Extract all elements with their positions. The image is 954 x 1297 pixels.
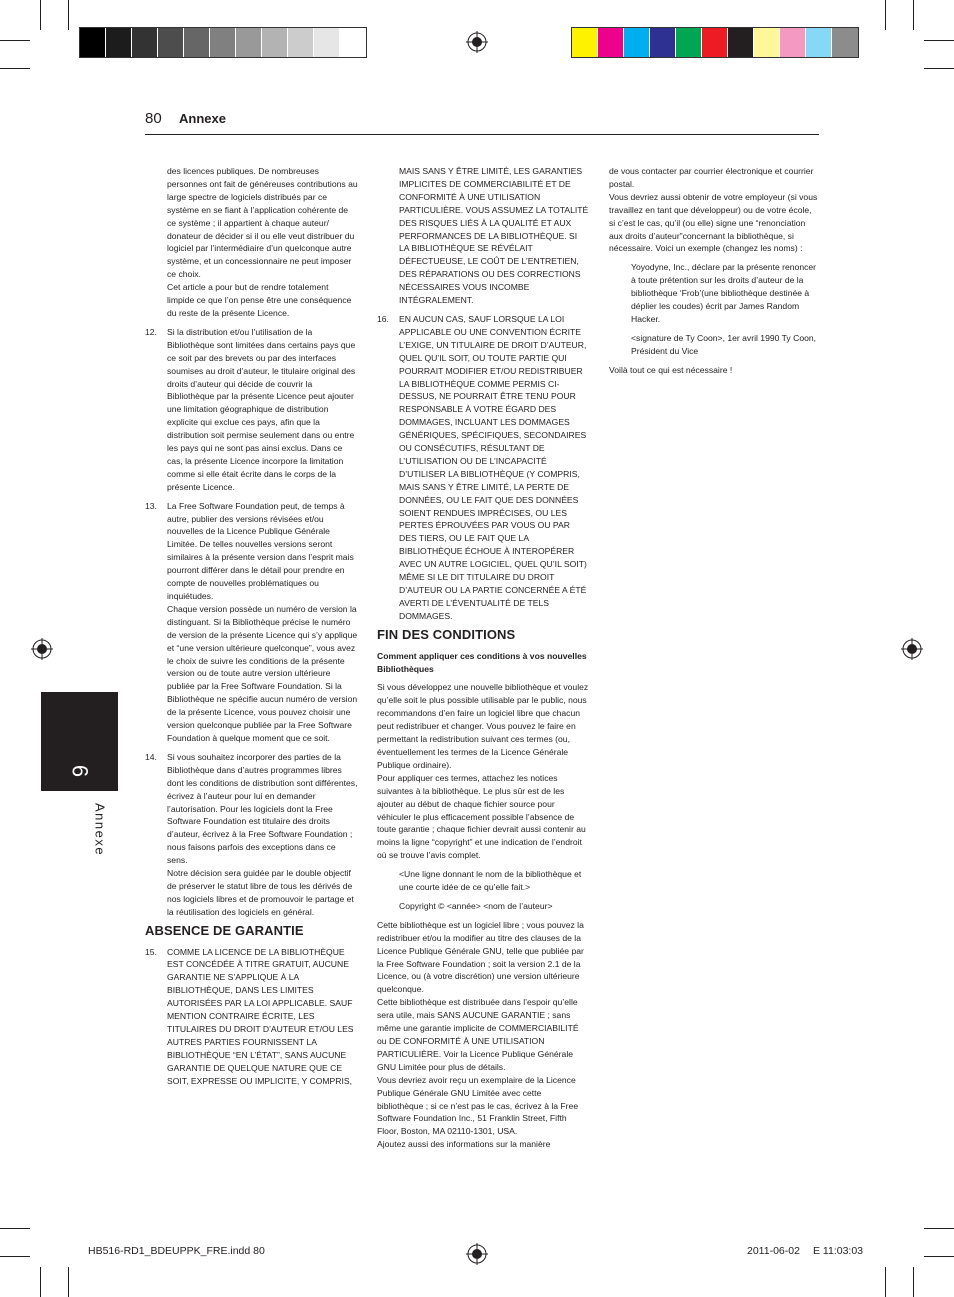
process-color-bar	[571, 27, 859, 58]
color-swatch	[236, 28, 262, 57]
color-swatch	[132, 28, 158, 57]
paragraph: MAIS SANS Y ÊTRE LIMITÉ, LES GARANTIES IMPLICITES DE COMMERCIABILITÉ ET DE CONFORMITÉ À UNE UTILISATION PARTICULIÈRE. VOUS ASSUMEZ LA TOTALITÉ DES RISQUES LIÉS À LA QUALITÉ ET AUX PERFORMANCES DE LA BIBLIOTHÈQUE. SI LA BIBLIOTHÈQUE SE RÉVÉLAIT DÉFECTUEUSE, LE COÛT DE L’ENTRETIEN, DES RÉPARATIONS OU DES CORRECTIONS NÉCESSAIRES VOUS INCOMBE INTÉGRALEMENT.	[399, 166, 589, 306]
list-item	[145, 500, 358, 745]
color-swatch	[676, 28, 702, 57]
paragraph: Pour appliquer ces termes, attachez les notices suivantes à la bibliothèque. Le plus sûr est de les ajouter au début de chaque fichier source pour véhiculer le plus efficacement possible l’absence de toute garantie ; chaque fichier devrait aussi contenir au moins la ligne “copyright” et une indication de l’endroit où se trouve l’avis complet.	[377, 772, 586, 861]
grayscale-color-bar	[79, 27, 367, 58]
text-column-3	[609, 165, 820, 383]
crop-mark	[40, 0, 41, 30]
section-title: Annexe	[179, 111, 226, 126]
list-item	[145, 751, 358, 919]
registration-mark-icon	[466, 31, 488, 53]
page-header	[145, 110, 819, 135]
crop-mark	[885, 1267, 886, 1297]
subheading: Comment appliquer ces conditions à vos nouvelles Bibliothèques	[377, 650, 587, 674]
item-number: 16.	[377, 313, 389, 324]
item-text: La Free Software Foundation peut, de temps à autre, publier des versions révisées et/ou nouvelles de la Licence Publique Générale Limitée. De telles nouvelles versions seront similaires à la présente version dans l’esprit mais pourront différer dans le détail pour prendre en compte de nouvelles problématiques ou inquiétudes.	[167, 500, 354, 601]
color-swatch	[572, 28, 598, 57]
list-item	[377, 313, 589, 623]
chapter-label: Annexe	[92, 802, 108, 857]
color-swatch	[780, 28, 806, 57]
crop-mark	[924, 1256, 954, 1257]
item-text: Si vous souhaitez incorporer des parties de la Bibliothèque dans d’autres programmes libres dont les conditions de distribution sont différentes, écrivez à l’auteur pour lui en demander l’autorisation. Pour les logiciels dont la Free Software Foundation est titulaire des droits d’auteur, écrivez à la Free Software Foundation ; nous faisons parfois des exceptions dans ce sens.	[167, 751, 358, 866]
color-swatch	[106, 28, 132, 57]
paragraph: Si vous développez une nouvelle bibliothèque et voulez qu’elle soit le plus possible utilisable par le public, nous recommandons d’en faire un logiciel libre que chacun peut redistribuer et changer. Vous pouvez le faire en permettant la redistribution suivant ces termes (ou, éventuellement les termes de la Licence Générale Publique ordinaire).	[377, 682, 589, 770]
item-text: Chaque version possède un numéro de version la distinguant. Si la Bibliothèque précise le numéro de version de la présente Licence qui s’y applique et “une version ultérieure quelconque”, vous avez le choix de suivre les conditions de la présente version ou de toute autre version ultérieure publiée par la Free Software Foundation. Si la Bibliothèque ne spécifie aucun numéro de version de la présente Licence, vous pouvez choisir une version quelconque publiée par la Free Software Foundation à quelque moment que ce soit.	[167, 603, 358, 743]
paragraph: Cet article a pour but de rendre totalement limpide ce que l’on pense être une conséquence du reste de la présente Licence.	[167, 282, 352, 318]
color-swatch	[806, 28, 832, 57]
item-number: 12.	[145, 326, 157, 337]
section-heading: ABSENCE DE GARANTIE	[145, 922, 304, 938]
color-swatch	[598, 28, 624, 57]
item-number: 15.	[145, 946, 157, 957]
crop-mark	[913, 1267, 914, 1297]
crop-mark	[924, 40, 954, 41]
item-number: 14.	[145, 751, 157, 762]
item-text: Notre décision sera guidée par le double objectif de préserver le statut libre de tous les dérivés de nos logiciels libres et de promouvoir le partage et la réutilisation des logiciels en général.	[167, 868, 354, 917]
slug-time: Е 11:03:03	[813, 1245, 864, 1257]
color-swatch	[754, 28, 780, 57]
color-swatch	[702, 28, 728, 57]
color-swatch	[158, 28, 184, 57]
color-swatch	[184, 28, 210, 57]
color-swatch	[210, 28, 236, 57]
color-swatch	[340, 28, 366, 57]
crop-mark	[885, 0, 886, 30]
crop-mark	[0, 40, 30, 41]
list-item	[145, 946, 358, 1088]
paragraph: de vous contacter par courrier électronique et courrier postal.	[609, 166, 814, 189]
paragraph: Vous devriez avoir reçu un exemplaire de la Licence Publique Générale GNU Limitée avec cette bibliothèque ; si ce n’est pas le cas, écrivez à la Free Software Foundation Inc., 51 Franklin Street, Fifth Floor, Boston, MA 02110-1301, USA.	[377, 1074, 579, 1137]
color-swatch	[728, 28, 754, 57]
quoted-text: Copyright © <année> <nom de l’auteur>	[399, 900, 553, 911]
crop-mark	[0, 1256, 30, 1257]
quoted-text: Yoyodyne, Inc., déclare par la présente renoncer à toute prétention sur les droits d’auteur de la bibliothèque ‘Frob’(une bibliothèque destinée à déplier les coudes) écrit par James Random Hacker.	[631, 262, 817, 324]
slug-date: 2011-06-02	[747, 1245, 800, 1257]
paragraph: Vous devriez aussi obtenir de votre employeur (si vous travaillez en tant que développeur) ou de votre école, si c’est le cas, qu’il (ou elle) signe une “renonciation aux droits d’auteur”concernant la bibliothèque, si nécessaire. Voici un exemple (changez les noms) :	[609, 191, 818, 254]
color-swatch	[650, 28, 676, 57]
chapter-tab	[41, 692, 118, 791]
color-swatch	[288, 28, 314, 57]
color-swatch	[832, 28, 858, 57]
quoted-text: <signature de Ty Coon>, 1er avril 1990 Ty Coon, Président du Vice	[631, 332, 817, 356]
paragraph: Cette bibliothèque est un logiciel libre ; vous pouvez la redistribuer et/ou la modifier au titre des clauses de la Licence Publique Générale GNU, telle que publiée par la Free Software Foundation ; soit la version 2.1 de la Licence, ou (à votre discrétion) une version ultérieure quelconque.	[377, 919, 584, 995]
registration-mark-icon	[901, 638, 923, 660]
crop-mark	[924, 1228, 954, 1229]
color-swatch	[624, 28, 650, 57]
list-item	[145, 326, 358, 494]
chapter-number: 6	[67, 764, 93, 778]
paragraph: Cette bibliothèque est distribuée dans l’espoir qu’elle sera utile, mais SANS AUCUNE GARANTIE ; sans même une garantie implicite de COMMERCIABILITÉ ou DE CONFORMITÉ À UNE UTILISATION PARTICULIÈRE. Voir la Licence Publique Générale GNU Limitée pour plus de détails.	[377, 997, 579, 1072]
file-slug: HB516-RD1_BDEUPPK_FRE.indd 80	[88, 1245, 265, 1257]
quoted-text: <Une ligne donnant le nom de la bibliothèque et une courte idée de ce qu’elle fait.>	[399, 869, 582, 893]
paragraph: des licences publiques. De nombreuses personnes ont fait de généreuses contributions au large spectre de logiciels distribués par ce système en se fiant à l’application cohérente de ce système ; il appartient à chaque auteur/ donateur de décider si il ou elle veut distribuer du logiciel par l’intermédiaire d’un quelconque autre système, et un concessionnaire ne peut imposer ce choix.	[167, 166, 358, 280]
color-swatch	[314, 28, 340, 57]
text-column-1	[145, 165, 358, 1094]
crop-mark	[0, 1228, 30, 1229]
paragraph: Ajoutez aussi des informations sur la manière	[377, 1139, 551, 1150]
registration-mark-icon	[466, 1243, 488, 1265]
page-number: 80	[145, 110, 162, 127]
crop-mark	[0, 68, 30, 69]
color-swatch	[80, 28, 106, 57]
crop-mark	[68, 1267, 69, 1297]
item-number: 13.	[145, 500, 157, 511]
crop-mark	[913, 0, 914, 30]
text-column-2	[377, 165, 589, 1157]
color-swatch	[262, 28, 288, 57]
crop-mark	[68, 0, 69, 30]
crop-mark	[40, 1267, 41, 1297]
paragraph: Voilà tout ce qui est nécessaire !	[609, 364, 733, 375]
registration-mark-icon	[31, 638, 53, 660]
item-text: EN AUCUN CAS, SAUF LORSQUE LA LOI APPLICABLE OU UNE CONVENTION ÉCRITE L’EXIGE, UN TITULAIRE DE DROIT D’AUTEUR, QUEL QU’IL SOIT, OU TOUTE PARTIE QUI POURRAIT MODIFIER ET/OU REDISTRIBUER LA BIBLIOTHÈQUE COMME PERMIS CI-DESSUS, NE POURRAIT ÊTRE TENU POUR RESPONSABLE À VOTRE ÉGARD DES DOMMAGES, INCLUANT LES DOMMAGES GÉNÉRIQUES, SPÉCIFIQUES, SECONDAIRES OU CONSÉCUTIFS, RÉSULTANT DE L’UTILISATION OU DE L’INCAPACITÉ D’UTILISER LA BIBLIOTHÈQUE (Y COMPRIS, MAIS SANS Y ÊTRE LIMITÉ, LA PERTE DE DONNÉES, OU LE FAIT QUE DES DONNÉES SOIENT RENDUES IMPRÉCISES, OU LES PERTES ÉPROUVÉES PAR VOUS OU PAR DES TIERS, OU LE FAIT QUE LA BIBLIOTHÈQUE ÉCHOUE À INTEROPÉRER AVEC UN AUTRE LOGICIEL, QUEL QU’IL SOIT) MÊME SI LE DIT TITULAIRE DU DROIT D’AUTEUR OU LA PARTIE CONCERNÉE A ÉTÉ AVERTI DE L’ÉVENTUALITÉ DE TELS DOMMAGES.	[399, 313, 587, 621]
item-text: COMME LA LICENCE DE LA BIBLIOTHÈQUE EST CONCÉDÉE À TITRE GRATUIT, AUCUNE GARANTIE NE S’APPLIQUE À LA BIBLIOTHÈQUE, DANS LES LIMITES AUTORISÉES PAR LA LOI APPLICABLE. SAUF MENTION CONTRAIRE ÉCRITE, LES TITULAIRES DU DROIT D’AUTEUR ET/OU LES AUTRES PARTIES FOURNISSENT LA BIBLIOTHÈQUE “EN L’ÉTAT”, SANS AUCUNE GARANTIE DE QUELQUE NATURE QUE CE SOIT, EXPRESSE OU IMPLICITE, Y COMPRIS,	[167, 946, 354, 1086]
item-text: Si la distribution et/ou l’utilisation de la Bibliothèque sont limitées dans certains pays que ce soit par des brevets ou par des interfaces soumises au droit d’auteur, le titulaire original des droits d’auteur qui décide de couvrir la Bibliothèque par la présente Licence peut ajouter une limitation géographique de distribution explicite qui exclue ces pays, afin que la distribution soit permise seulement dans ou entre les pays qui ne sont pas ainsi exclus. Dans ce cas, la présente Licence incorpore la limitation comme si elle était écrite dans le corps de la présente Licence.	[167, 326, 356, 492]
crop-mark	[924, 68, 954, 69]
section-heading: FIN DES CONDITIONS	[377, 626, 516, 642]
